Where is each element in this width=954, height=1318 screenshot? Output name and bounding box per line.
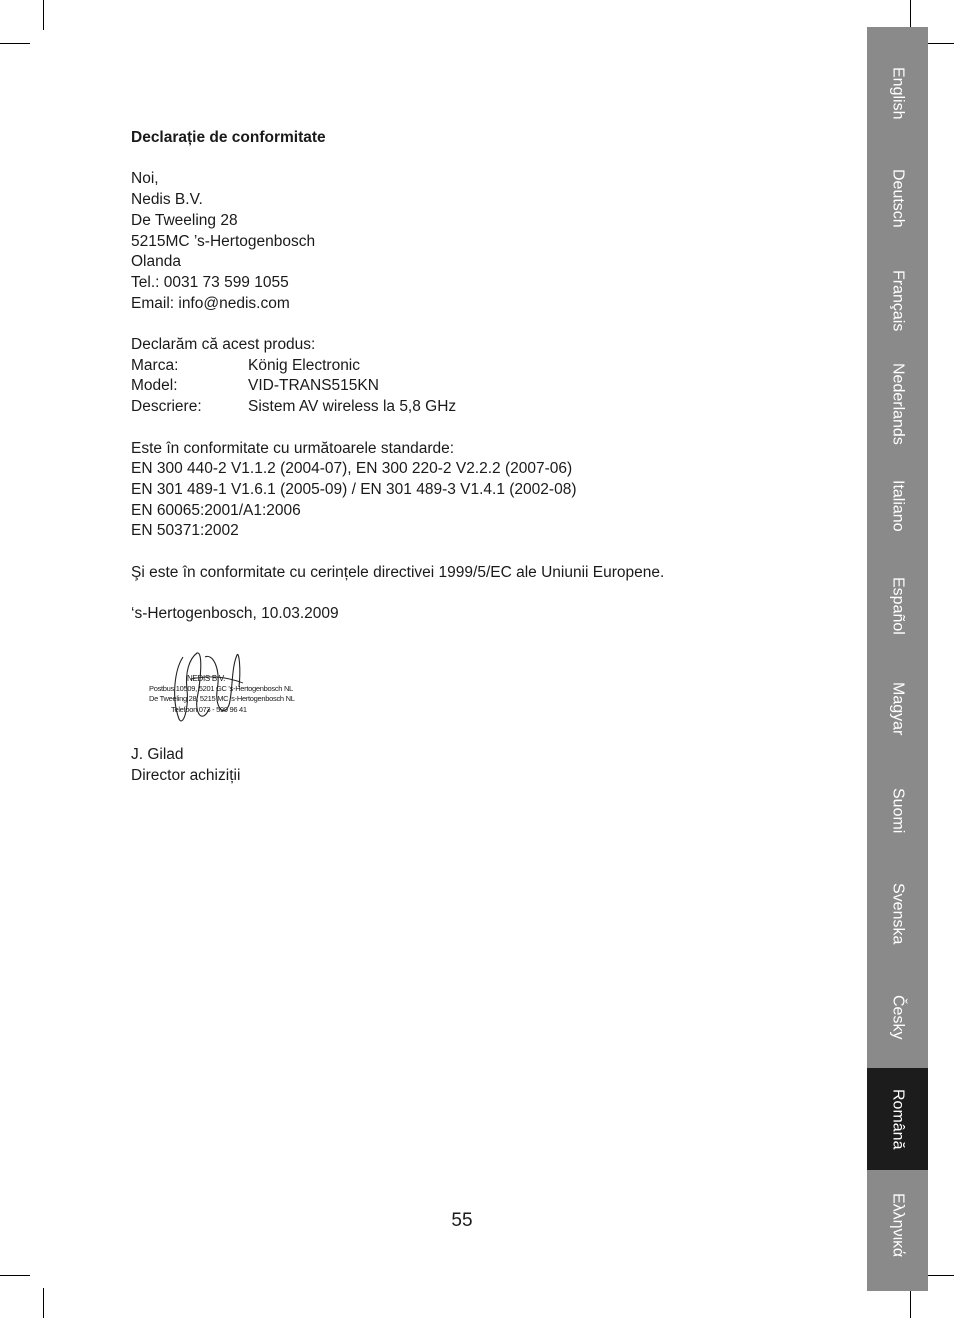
stamp-line: De Tweeling 28, 5215 MC 's-Hertogenbosch NL — [149, 693, 295, 703]
declare-intro: Declarăm că acest produs: — [131, 336, 316, 353]
tab-label: Svenska — [889, 882, 907, 945]
tab-label: Deutsch — [889, 169, 907, 228]
tab-label: Magyar — [889, 681, 907, 736]
address-line: Email: info@nedis.com — [131, 294, 290, 312]
product-label: Marca: — [131, 356, 179, 374]
tab-ellinika[interactable] — [867, 1170, 928, 1280]
standard-line: EN 301 489-1 V1.6.1 (2005-09) / EN 301 489-3 V1.4.1 (2002-08) — [131, 480, 577, 498]
tab-label: Español — [889, 577, 907, 635]
tab-magyar[interactable] — [867, 656, 928, 761]
tab-svenska[interactable] — [867, 861, 928, 966]
address-line: De Tweeling 28 — [131, 211, 238, 229]
product-value: König Electronic — [248, 356, 361, 374]
product-label: Model: — [131, 377, 178, 395]
declaration-body — [131, 128, 831, 786]
tab-label: Română — [889, 1088, 907, 1150]
address-line: Noi, — [131, 170, 159, 188]
standards-intro: Este în conformitate cu următoarele standarde: — [131, 439, 455, 457]
product-label: Descriere: — [131, 398, 202, 416]
tab-espanol[interactable] — [867, 556, 928, 656]
product-value: Sistem AV wireless la 5,8 GHz — [248, 398, 457, 416]
standard-line: EN 50371:2002 — [131, 522, 239, 540]
tab-label: English — [889, 67, 907, 120]
signature-stamp — [131, 639, 299, 739]
tab-label: Česky — [889, 994, 907, 1040]
tab-label: Italiano — [889, 480, 907, 532]
crop-mark — [0, 1275, 30, 1276]
tab-label: Français — [889, 270, 907, 332]
standard-line: EN 300 440-2 V1.1.2 (2004-07), EN 300 220-2 V2.2.2 (2007-06) — [131, 460, 573, 478]
language-sidebar — [867, 27, 928, 1291]
crop-mark — [910, 0, 911, 30]
crop-mark — [43, 0, 44, 30]
document-title: Declarație de conformitate — [131, 129, 326, 146]
standard-line: EN 60065:2001/A1:2006 — [131, 501, 301, 519]
tab-romana[interactable] — [867, 1068, 928, 1170]
stamp-company: NEDIS B.V. — [187, 673, 226, 683]
product-row — [131, 356, 831, 377]
page-number: 55 — [451, 1210, 473, 1231]
tab-nederlands[interactable] — [867, 351, 928, 456]
signer-title: Director achiziții — [131, 766, 241, 784]
product-value: VID-TRANS515KN — [248, 377, 379, 395]
tab-deutsch[interactable] — [867, 146, 928, 251]
product-row — [131, 376, 831, 397]
place-date: ‘s-Hertogenbosch, 10.03.2009 — [131, 605, 339, 623]
tab-francais[interactable] — [867, 251, 928, 351]
address-line: Olanda — [131, 253, 181, 271]
address-line: Nedis B.V. — [131, 191, 203, 209]
directive-statement: Şi este în conformitate cu cerințele directivei 1999/5/EC ale Uniunii Europene. — [131, 563, 665, 581]
signer-name: J. Gilad — [131, 745, 184, 763]
tab-suomi[interactable] — [867, 761, 928, 861]
tab-english[interactable] — [867, 41, 928, 146]
tab-label: Ελληνικά — [889, 1192, 907, 1258]
crop-mark — [924, 1275, 954, 1276]
product-row — [131, 397, 831, 418]
tab-label: Suomi — [889, 788, 907, 834]
tab-italiano[interactable] — [867, 456, 928, 556]
address-line: Tel.: 0031 73 599 1055 — [131, 273, 289, 291]
stamp-line: Postbus 10509, 5201 GC 's-Hertogenbosch NL — [149, 683, 293, 693]
tab-label: Nederlands — [889, 362, 907, 445]
crop-mark — [0, 43, 30, 44]
crop-mark — [43, 1288, 44, 1318]
stamp-line: Telefoon 073 - 599 96 41 — [171, 704, 247, 714]
address-line: 5215MC ’s-Hertogenbosch — [131, 232, 316, 250]
crop-mark — [924, 43, 954, 44]
crop-mark — [910, 1288, 911, 1318]
tab-cesky[interactable] — [867, 966, 928, 1068]
